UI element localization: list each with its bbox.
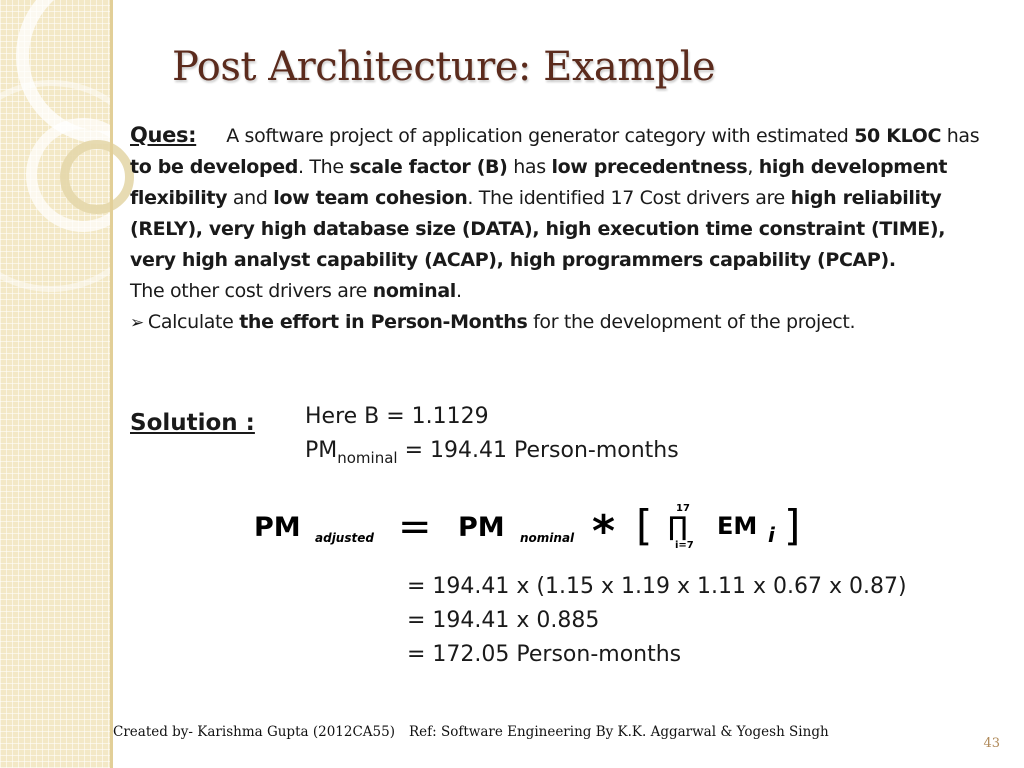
formula-nominal: nominal bbox=[520, 531, 575, 545]
question-segment: , bbox=[747, 156, 759, 178]
question-segment: . The bbox=[298, 156, 350, 178]
formula-em: EM bbox=[717, 512, 758, 540]
question-segment: for the development of the project. bbox=[527, 311, 856, 333]
question-segment: 50 KLOC bbox=[854, 125, 942, 147]
question-segment: nominal bbox=[372, 280, 456, 302]
sidebar-edge bbox=[110, 0, 113, 768]
pm-prefix: PM bbox=[305, 438, 338, 463]
question-segment: A software project of application generator category with estimated bbox=[226, 125, 855, 147]
calculation-line: = 194.41 x (1.15 x 1.19 x 1.11 x 0.67 x 0.87) bbox=[407, 574, 907, 599]
question-segment: has bbox=[507, 156, 552, 178]
pm-value: = 194.41 Person-months bbox=[397, 438, 679, 463]
question-segment: has bbox=[941, 125, 980, 147]
formula-bracket-close: ] bbox=[784, 501, 801, 550]
effort-formula bbox=[250, 496, 810, 556]
solution-b-value: Here B = 1.1129 bbox=[305, 404, 489, 429]
question-text bbox=[130, 120, 990, 339]
question-segment: to be developed bbox=[130, 156, 299, 178]
decorative-ring bbox=[26, 118, 140, 232]
formula-times: * bbox=[592, 506, 616, 556]
solution-label: Solution : bbox=[130, 410, 255, 436]
question-segment: scale factor (B) bbox=[349, 156, 508, 178]
formula-prod-upper: 17 bbox=[676, 503, 690, 514]
footer-credit: Created by- Karishma Gupta (2012CA55) bbox=[113, 724, 395, 740]
question-segment: high reliability (RELY), very high database size (DATA), high execution time constraint (TIME), bbox=[130, 187, 946, 240]
footer-reference: Ref: Software Engineering By K.K. Aggarwal & Yogesh Singh bbox=[409, 724, 829, 740]
question-segment: . bbox=[455, 280, 462, 302]
decorative-sidebar bbox=[0, 0, 113, 768]
slide-title: Post Architecture: Example bbox=[172, 44, 716, 90]
product-symbol: ∏ bbox=[668, 512, 688, 542]
question-label: Ques: bbox=[130, 123, 197, 147]
formula-pm-2: PM bbox=[458, 512, 505, 543]
page-number: 43 bbox=[983, 736, 1000, 751]
formula-equals: = bbox=[398, 504, 432, 550]
solution-pm-nominal bbox=[305, 438, 679, 467]
arrow-bullet-icon: ➢ bbox=[130, 313, 144, 333]
pm-subscript: nominal bbox=[337, 449, 398, 467]
question-segment: low team cohesion bbox=[273, 187, 468, 209]
calculation-line: = 194.41 x 0.885 bbox=[407, 608, 600, 633]
formula-pm: PM bbox=[254, 512, 301, 543]
formula-bracket-open: [ bbox=[636, 501, 653, 550]
question-segment: low precedentness bbox=[551, 156, 748, 178]
calculation-line: = 172.05 Person-months bbox=[407, 642, 682, 667]
question-segment: the effort in Person-Months bbox=[239, 311, 528, 333]
question-segment: Calculate bbox=[147, 311, 240, 333]
formula-prod-lower: i=7 bbox=[675, 540, 694, 551]
question-segment: . The identified 17 Cost drivers are bbox=[467, 187, 791, 209]
question-segment: very high analyst capability (ACAP), high programmers capability (PCAP). bbox=[130, 249, 896, 271]
question-segment: and bbox=[227, 187, 274, 209]
formula-adjusted: adjusted bbox=[315, 531, 374, 545]
slide-footer bbox=[113, 724, 829, 740]
formula-em-sub: i bbox=[768, 523, 775, 547]
decorative-ring bbox=[60, 140, 134, 214]
question-segment: high development flexibility bbox=[130, 156, 948, 209]
question-segment: The other cost drivers are bbox=[130, 280, 373, 302]
